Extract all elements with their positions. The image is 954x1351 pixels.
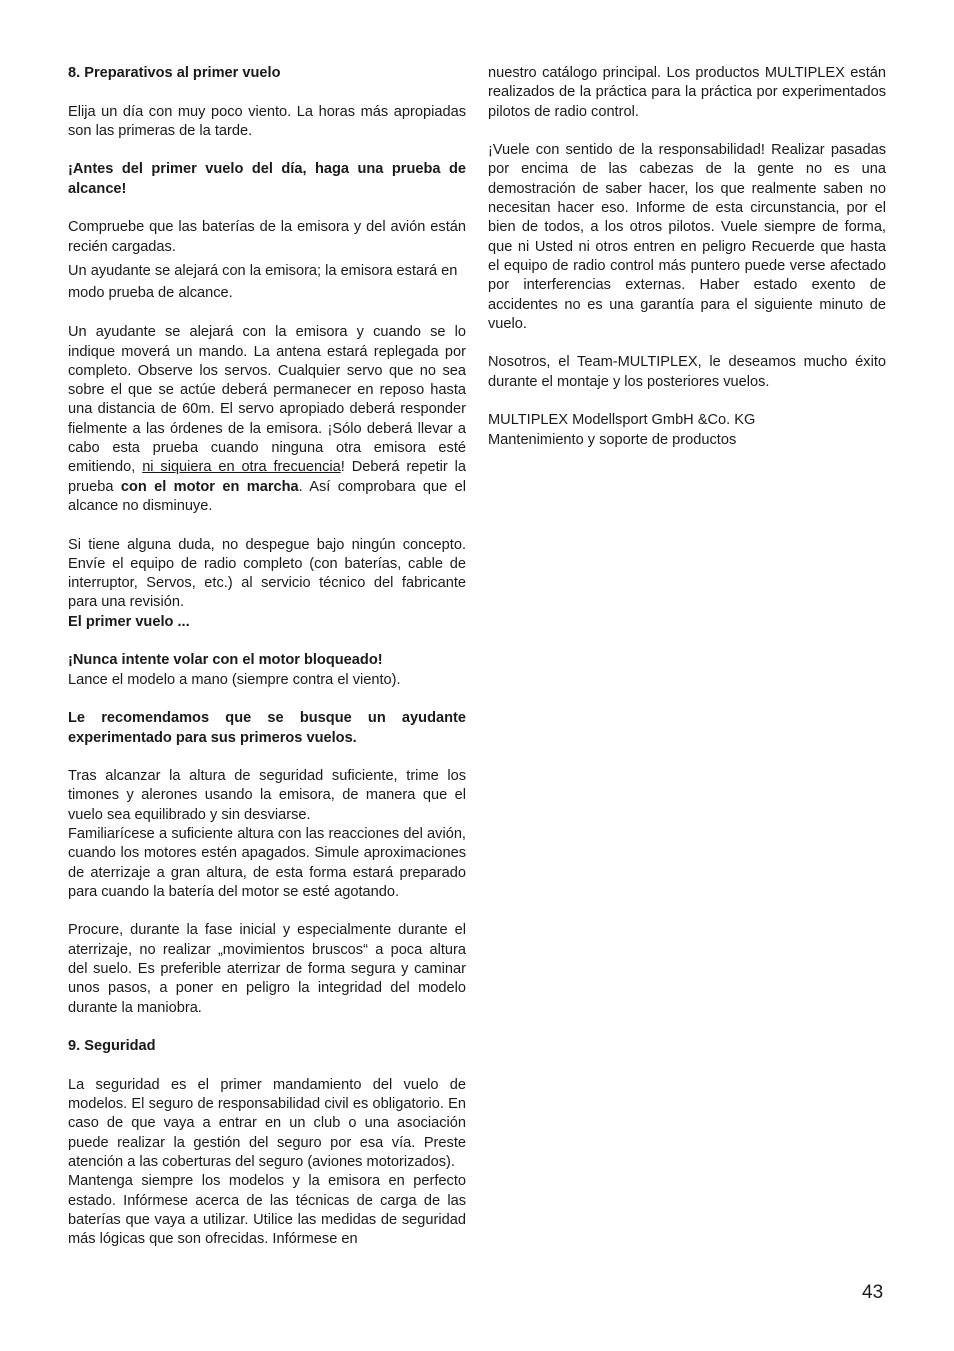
paragraph: Mantenga siempre los modelos y la emisora en perfecto estado. Infórmese acerca de las técnicas de carga de las baterías que vaya a utilizar. Utilice las medidas de seguridad más lógicas que son ofrecidas. Infórmese en	[68, 1173, 466, 1248]
signature-company: MULTIPLEX Modellsport GmbH &Co. KG	[488, 412, 756, 429]
paragraph: ¡Vuele con sentido de la responsabilidad! Realizar pasadas por encima de las cabezas de la gente no es una demostración de saber hacer, los que realmente saben no necesitan hacer eso. Informe de esta circunstancia, por el bien de todos, a los otros pilotos. Vuele siempre de forma, que ni Usted ni otros entren en peligro Recuerde que hasta el equipo de radio control más puntero puede verse afectado por interferencias externas. Haber estado exento de accidentes no es una garantía para el siguiente minuto de vuelo.	[488, 142, 886, 332]
page-number: 43	[862, 1282, 884, 1303]
bold-paragraph: Le recomendamos que se busque un ayudante experimentado para sus primeros vuelos.	[68, 710, 466, 746]
right-column	[488, 64, 886, 450]
left-column	[68, 64, 466, 1250]
bold-paragraph: ¡Nunca intente volar con el motor bloqueado!	[68, 652, 383, 669]
bold-text: con el motor en marcha	[120, 478, 299, 495]
paragraph: Familiarícese a suficiente altura con las reacciones del avión, cuando los motores estén apagados. Simule aproximaciones de aterrizaje a gran altura, de esta forma estará preparado para cuando la batería del motor se esté agotando.	[68, 825, 466, 900]
bold-paragraph: ¡Antes del primer vuelo del día, haga una prueba de alcance!	[68, 161, 466, 197]
underlined-text: ni siquiera en otra frecuencia	[142, 459, 341, 476]
text-span: . Así comprobara que el alcance no disminuye.	[68, 478, 466, 514]
paragraph: Procure, durante la fase inicial y especialmente durante el aterrizaje, no realizar „movimientos bruscos“ a poca altura del suelo. Es preferible aterrizar de forma segura y caminar unos pasos, a poner en peligro la integridad del modelo durante la maniobra.	[68, 922, 466, 1016]
paragraph: Tras alcanzar la altura de seguridad suficiente, trime los timones y alerones usando la emisora, de manera que el vuelo sea equilibrado y sin desviarse.	[68, 768, 466, 823]
paragraph: Si tiene alguna duda, no despegue bajo ningún concepto. Envíe el equipo de radio completo (con baterías, cable de interruptor, Servos, etc.) al servicio técnico del fabricante para una revisión.	[68, 536, 466, 611]
paragraph: Elija un día con muy poco viento. La horas más apropiadas son las primeras de la tarde.	[68, 103, 466, 139]
paragraph: Un ayudante se alejará con la emisora; la emisora estará en modo prueba de alcance.	[68, 262, 458, 301]
paragraph-range-test	[68, 323, 466, 516]
paragraph: Compruebe que las baterías de la emisora y del avión están recién cargadas.	[68, 219, 466, 255]
paragraph: Nosotros, el Team-MULTIPLEX, le deseamos mucho éxito durante el montaje y los posteriores vuelos.	[488, 354, 886, 390]
bold-paragraph: El primer vuelo ...	[68, 613, 190, 630]
section-heading-9: 9. Seguridad	[68, 1038, 156, 1055]
paragraph: nuestro catálogo principal. Los productos MULTIPLEX están realizados de la práctica para la práctica por experimentados pilotos de radio control.	[488, 65, 886, 120]
section-heading-8: 8. Preparativos al primer vuelo	[68, 65, 281, 81]
paragraph: La seguridad es el primer mandamiento del vuelo de modelos. El seguro de responsabilidad civil es obligatorio. En caso de que vaya a entrar en un club o una asociación puede realizar la gestión del seguro por esa vía. Preste atención a las coberturas del seguro (aviones motorizados).	[68, 1076, 466, 1171]
signature-department: Mantenimiento y soporte de productos	[488, 431, 737, 448]
text-span: ! Deberá repetir la prueba	[68, 459, 466, 495]
text-span: Un ayudante se alejará con la emisora y cuando se lo indique moverá un mando. La antena estará replegada por completo. Observe los servos. Cualquier servo que no sea sobre el que se actúe deberá permanecer en reposo hasta una distancia de 60m. El servo apropiado deberá responder fielmente a las órdenes de la emisora. ¡Sólo deberá llevar a cabo esta prueba cuando ninguna otra emisora esté emitiendo,	[68, 324, 466, 476]
paragraph: Lance el modelo a mano (siempre contra el viento).	[68, 671, 401, 688]
